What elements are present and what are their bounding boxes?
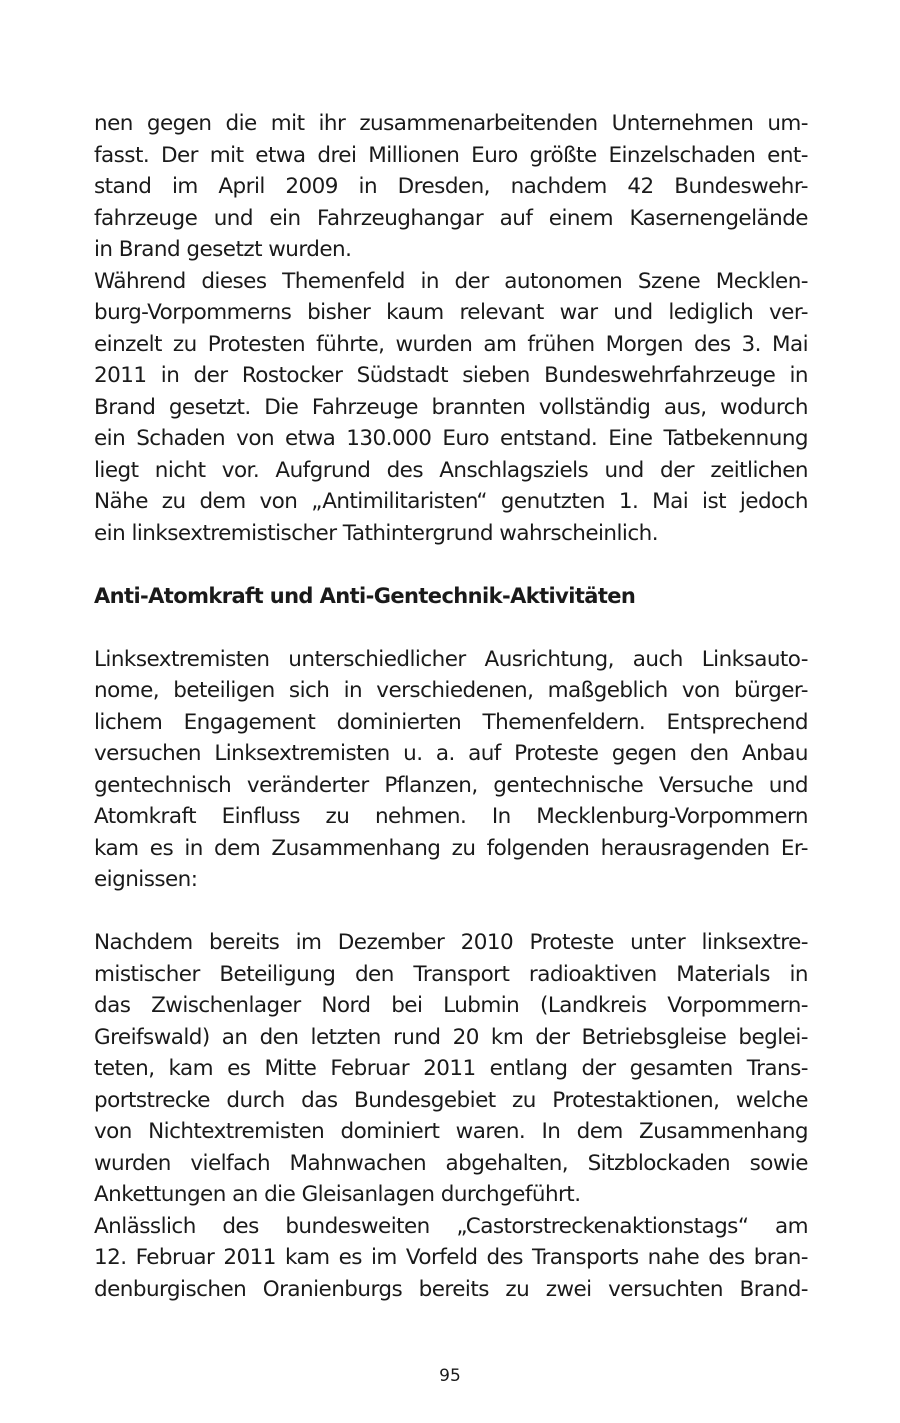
text-line: versuchen Linksextremisten u. a. auf Proteste gegen den Anbau [94, 741, 808, 766]
text-line: Anlässlich des bundesweiten „Castorstreckenaktionstags“ am [94, 1213, 808, 1239]
text-line: ein Schaden von etwa 130.000 Euro entstand. Eine Tatbekennung [94, 426, 808, 451]
text-line: 2011 in der Rostocker Südstadt sieben Bundeswehrfahrzeuge in [94, 363, 808, 388]
text-line: eignissen: [94, 867, 198, 892]
text-line: lichem Engagement dominierten Themenfeldern. Entsprechend [94, 709, 808, 735]
text-line: Greifswald) an den letzten rund 20 km der Betriebsgleise beglei- [94, 1024, 808, 1050]
text-line: Atomkraft Einfluss zu nehmen. In Mecklenburg-Vorpommern [94, 804, 808, 829]
paragraph-spacer [94, 612, 808, 644]
text-line: liegt nicht vor. Aufgrund des Anschlagsziels und der zeitlichen [94, 457, 808, 483]
paragraph-5 [94, 1211, 808, 1306]
paragraph-3 [94, 644, 808, 896]
paragraph-spacer [94, 896, 808, 928]
text-line: einzelt zu Protesten führte, wurden am frühen Morgen des 3. Mai [94, 331, 808, 357]
section-heading: Anti-Atomkraft und Anti-Gentechnik-Aktivitäten [94, 583, 636, 608]
text-line: Während dieses Themenfeld in der autonomen Szene Mecklen- [94, 268, 808, 294]
text-line: Nachdem bereits im Dezember 2010 Proteste unter linksextre- [94, 930, 808, 955]
text-line: fahrzeuge und ein Fahrzeughangar auf einem Kasernengelände [94, 205, 808, 231]
text-line: fasst. Der mit etwa drei Millionen Euro größte Einzelschaden ent- [94, 142, 808, 168]
text-line: 12. Februar 2011 kam es im Vorfeld des Transports nahe des bran- [94, 1245, 808, 1270]
text-line: nen gegen die mit ihr zusammenarbeitenden Unternehmen um- [94, 111, 808, 136]
text-line: von Nichtextremisten dominiert waren. In dem Zusammenhang [94, 1119, 808, 1144]
text-line: wurden vielfach Mahnwachen abgehalten, Sitzblockaden sowie [94, 1150, 808, 1176]
paragraph-4 [94, 927, 808, 1211]
paragraph-spacer [94, 549, 808, 581]
text-line: nome, beteiligen sich in verschiedenen, maßgeblich von bürger- [94, 678, 808, 703]
text-line: Brand gesetzt. Die Fahrzeuge brannten vollständig aus, wodurch [94, 394, 808, 420]
page-number: 95 [439, 1366, 461, 1386]
text-line: burg-Vorpommerns bisher kaum relevant war und lediglich ver- [94, 300, 808, 325]
text-line: gentechnisch veränderter Pflanzen, gentechnische Versuche und [94, 772, 808, 798]
text-line: ein linksextremistischer Tathintergrund wahrscheinlich. [94, 520, 658, 546]
paragraph-2 [94, 266, 808, 550]
text-line: denburgischen Oranienburgs bereits zu zwei versuchten Brand- [94, 1276, 808, 1302]
text-line: stand im April 2009 in Dresden, nachdem 42 Bundeswehr- [94, 174, 808, 199]
text-line: portstrecke durch das Bundesgebiet zu Protestaktionen, welche [94, 1087, 808, 1113]
text-line: teten, kam es Mitte Februar 2011 entlang der gesamten Trans- [94, 1056, 808, 1081]
text-line: Ankettungen an die Gleisanlagen durchgeführt. [94, 1182, 581, 1207]
text-line: Linksextremisten unterschiedlicher Ausrichtung, auch Linksauto- [94, 646, 808, 672]
text-line: kam es in dem Zusammenhang zu folgenden herausragenden Er- [94, 835, 808, 861]
page-body [94, 108, 808, 1305]
paragraph-1 [94, 108, 808, 266]
text-line: mistischer Beteiligung den Transport radioaktiven Materials in [94, 961, 808, 987]
text-line: Nähe zu dem von „Antimilitaristen“ genutzten 1. Mai ist jedoch [94, 489, 808, 514]
text-line: in Brand gesetzt wurden. [94, 237, 352, 262]
text-line: das Zwischenlager Nord bei Lubmin (Landkreis Vorpommern- [94, 993, 808, 1018]
